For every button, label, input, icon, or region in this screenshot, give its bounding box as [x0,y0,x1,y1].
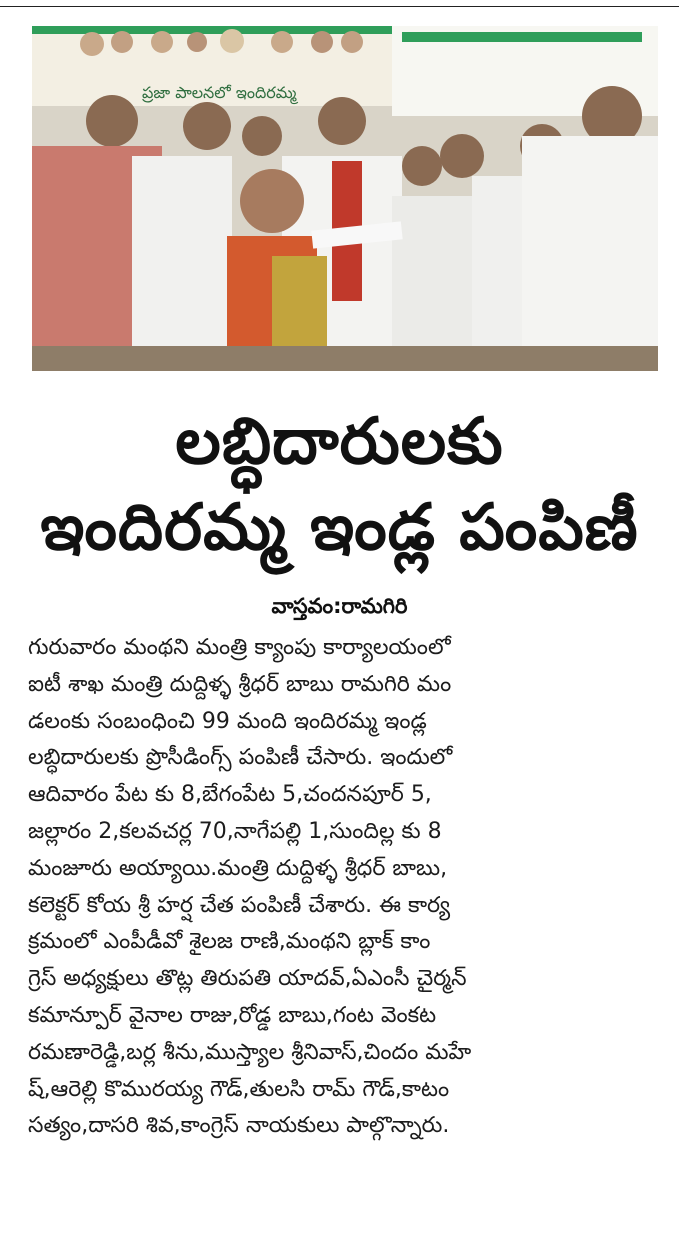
top-rule [0,6,679,7]
body-line: రమణారెడ్డి,బర్ల శీను,ముస్త్యాల శ్రీనివాస్,చిందం మహే [28,1039,472,1065]
article-body [28,630,658,1145]
dateline: వాస్తవం:రామగిరి [271,594,408,618]
banner-text: ప్రజా పాలనలో ఇందిరమ్మ [142,83,297,102]
body-line: డలంకు సంబంధించి 99 మంది ఇందిరమ్మ ఇండ్ల [28,708,427,734]
body-line: కమాన్పూర్ వైనాల రాజు,రోడ్డ బాబు,గంట వెంకట [28,1002,437,1028]
headline-line-2: ఇందిరమ్మ ఇండ్ల పంపిణీ [40,491,639,565]
body-line: ఐటీ శాఖ మంత్రి దుద్దిళ్ళ శ్రీధర్ బాబు రామగిరి మం [28,671,452,697]
body-line: జల్లారం 2,కలవచర్ల 70,నాగేపల్లి 1,సుందిల్ల కు 8 [28,818,442,844]
headline-line-1: లబ్ధిదారులకు [175,405,504,479]
body-line: గురువారం మంథని మంత్రి క్యాంపు కార్యాలయంలో [28,635,451,660]
body-line: ఆదివారం పేట కు 8,బేగంపేట 5,చందనపూర్ 5, [28,782,432,808]
body-line: సత్యం,దాసరి శివ,కాంగ్రెస్ నాయకులు పాల్గొన్నారు. [28,1113,450,1139]
news-photo [32,26,658,371]
body-line: లబ్ధిదారులకు ప్రొసీడింగ్స్ పంపిణీ చేసారు. ఇందులో [28,745,453,771]
body-line: క్రమంలో ఎంపీడీవో శైలజ రాణి,మంథని బ్లాక్ కాం [28,929,431,955]
body-line: గ్రెస్ అధ్యక్షులు తొట్ల తిరుపతి యాదవ్,ఏఎంసీ చైర్మన్ [28,966,467,992]
body-line: ష్,ఆరెల్లి కొమురయ్య గౌడ్,తులసి రామ్ గౌడ్,కాటం [28,1076,450,1102]
body-line: మంజూరు అయ్యాయి.మంత్రి దుద్దిళ్ళ శ్రీధర్ బాబు, [28,855,448,881]
body-line: కలెక్టర్ కోయ శ్రీ హర్ష చేత పంపిణీ చేశారు. ఈ కార్య [28,892,451,918]
